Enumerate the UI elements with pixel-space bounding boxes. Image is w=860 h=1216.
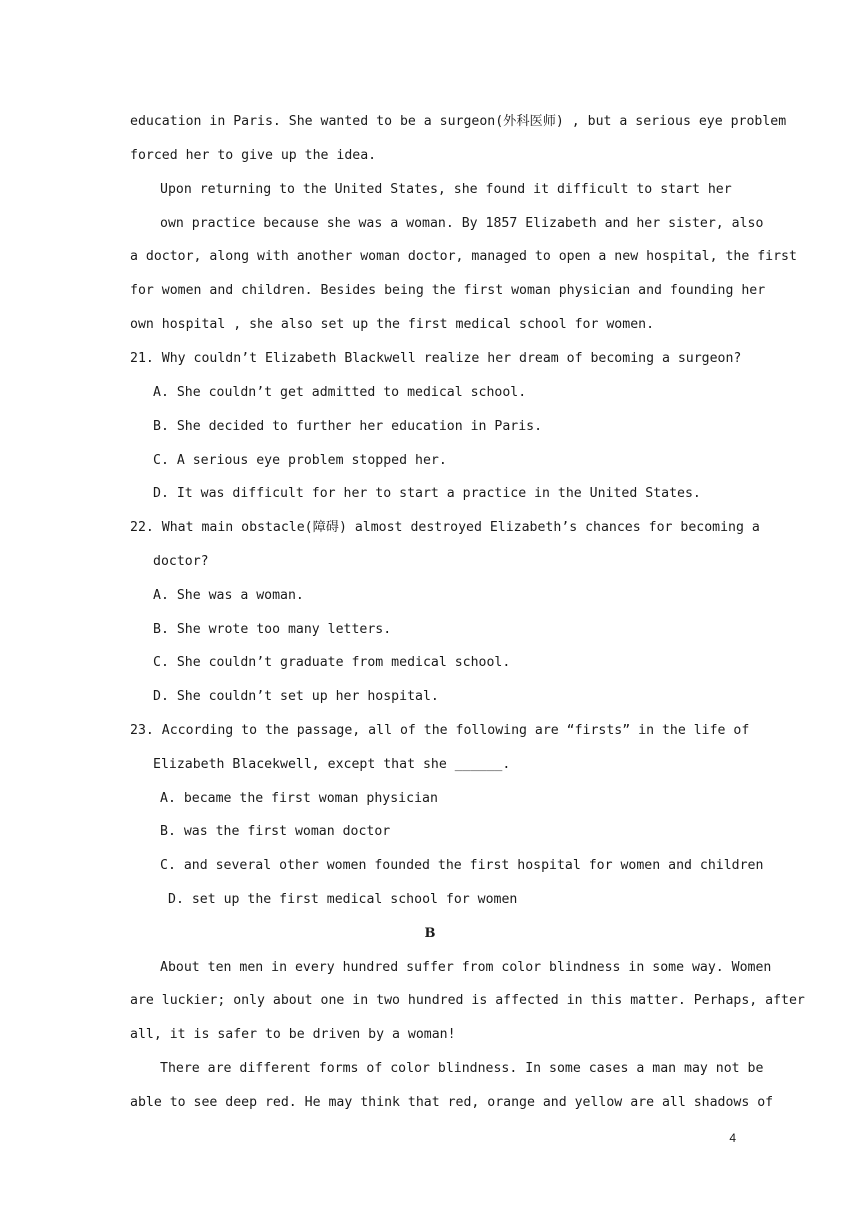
question-22-option-c: C. She couldn’t graduate from medical school.: [153, 655, 511, 670]
passage-a-line-4: own practice because she was a woman. By 1857 Elizabeth and her sister, also: [160, 216, 764, 231]
question-23-stem-line-1: 23. According to the passage, all of the following are “firsts” in the life of: [130, 723, 750, 738]
passage-a-line-1: education in Paris. She wanted to be a surgeon(外科医师) , but a serious eye problem: [130, 114, 787, 129]
section-b-line-4: There are different forms of color blindness. In some cases a man may not be: [160, 1061, 764, 1076]
question-21-option-d: D. It was difficult for her to start a practice in the United States.: [153, 486, 701, 501]
section-b-heading: B: [424, 926, 436, 941]
passage-a-line-3: Upon returning to the United States, she found it difficult to start her: [160, 182, 732, 197]
question-23-option-a: A. became the first woman physician: [160, 791, 438, 806]
question-22-stem-line-2: doctor?: [153, 554, 209, 569]
question-21-option-c: C. A serious eye problem stopped her.: [153, 453, 447, 468]
question-21-stem: 21. Why couldn’t Elizabeth Blackwell realize her dream of becoming a surgeon?: [130, 351, 742, 366]
question-22-option-a: A. She was a woman.: [153, 588, 304, 603]
section-b-line-1: About ten men in every hundred suffer from color blindness in some way. Women: [160, 960, 772, 975]
passage-a-line-6: for women and children. Besides being the first woman physician and founding her: [130, 283, 766, 298]
question-23-option-c: C. and several other women founded the first hospital for women and children: [160, 858, 764, 873]
question-22-stem-line-1: 22. What main obstacle(障碍) almost destroyed Elizabeth’s chances for becoming a: [130, 520, 760, 535]
question-22-option-b: B. She wrote too many letters.: [153, 622, 392, 637]
passage-a-line-5: a doctor, along with another woman doctor, managed to open a new hospital, the first: [130, 249, 797, 264]
question-23-option-b: B. was the first woman doctor: [160, 824, 391, 839]
question-22-option-d: D. She couldn’t set up her hospital.: [153, 689, 439, 704]
page-number: 4: [729, 1131, 736, 1145]
passage-a-line-2: forced her to give up the idea.: [130, 148, 377, 163]
section-b-line-5: able to see deep red. He may think that red, orange and yellow are all shadows of: [130, 1095, 774, 1110]
question-21-option-a: A. She couldn’t get admitted to medical school.: [153, 385, 527, 400]
passage-a-line-7: own hospital , she also set up the first medical school for women.: [130, 317, 655, 332]
question-23-stem-line-2: Elizabeth Blacekwell, except that she ______.: [153, 757, 511, 772]
section-b-line-2: are luckier; only about one in two hundred is affected in this matter. Perhaps, after: [130, 993, 805, 1008]
section-b-line-3: all, it is safer to be driven by a woman!: [130, 1027, 456, 1042]
question-21-option-b: B. She decided to further her education in Paris.: [153, 419, 543, 434]
question-23-option-d: D. set up the first medical school for women: [168, 892, 518, 907]
